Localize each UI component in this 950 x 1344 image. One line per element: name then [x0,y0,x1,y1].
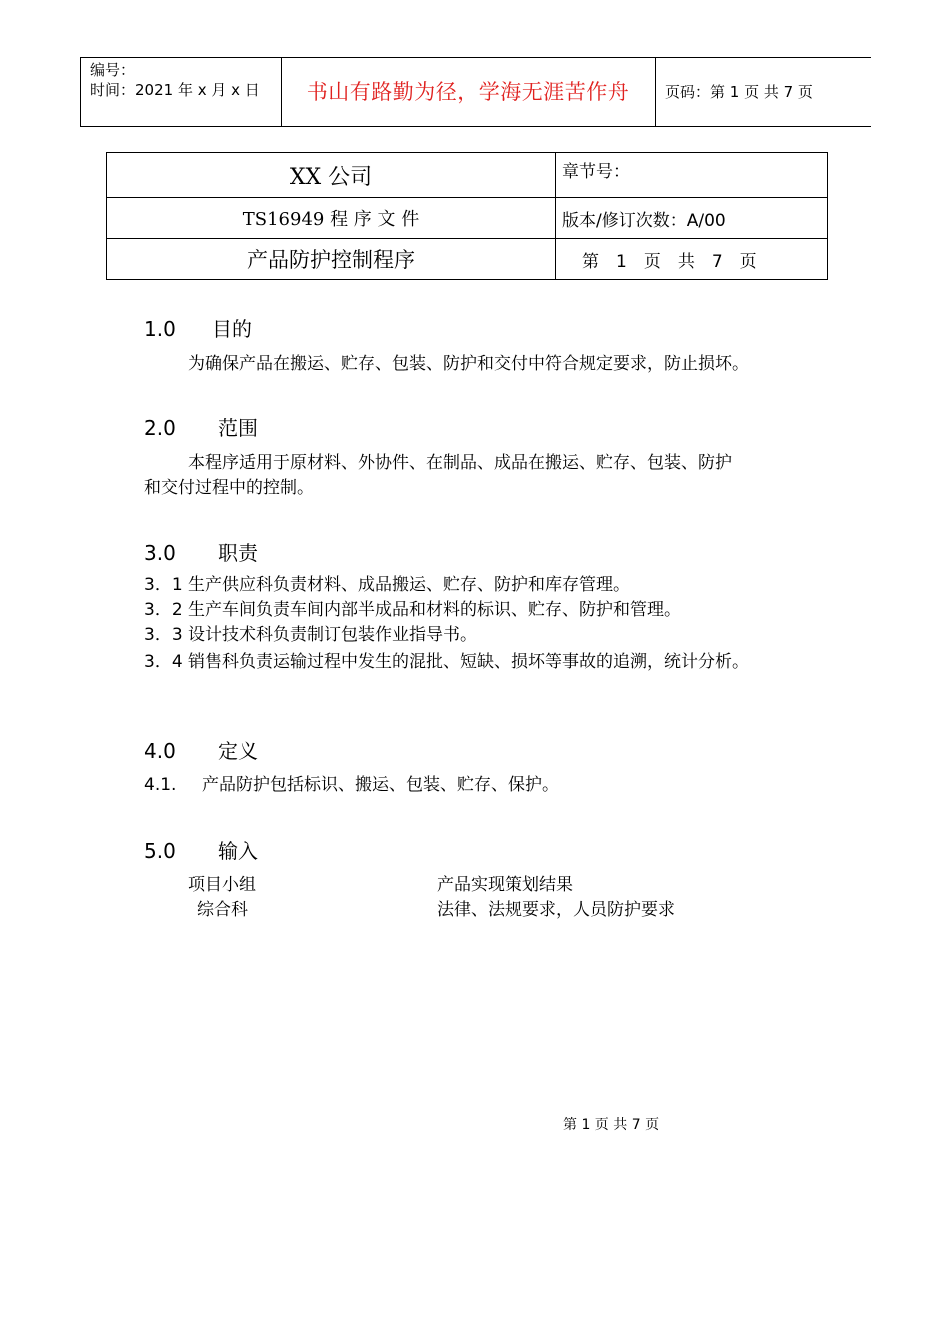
header-meta [90,60,260,100]
section-title: 范围 [218,416,258,440]
section-heading [144,412,258,441]
scope-text-line: 和交付过程中的控制。 [144,478,314,498]
definition-text: 产品防护包括标识、搬运、包装、贮存、保护。 [202,775,559,795]
divider [655,58,656,126]
section-number: 5.0 [144,839,176,863]
header-page-label: 页码：第 1 页 共 7 页 [665,83,813,101]
input-source: 项目小组 [188,875,256,895]
section-heading [144,835,258,864]
table-page-label: 第 1 页 共 7 页 [556,239,828,280]
chapter-label: 章节号： [556,153,828,198]
responsibility-item: 3．1 生产供应科负责材料、成品搬运、贮存、防护和库存管理。 [144,575,631,595]
section-heading [144,313,252,342]
document-info-table [106,152,828,280]
section-title: 输入 [218,839,258,863]
input-content: 法律、法规要求，人员防护要求 [437,900,675,920]
section-number: 1.0 [144,317,176,341]
input-source: 综合科 [197,900,248,920]
procedure-name: 产品防护控制程序 [107,239,556,280]
section-title: 职责 [218,541,258,565]
section-title: 目的 [212,317,252,341]
section-number: 4.0 [144,739,176,763]
page-footer: 第 1 页 共 7 页 [563,1117,660,1133]
definition-item [144,772,559,798]
section-heading [144,735,258,764]
responsibility-item: 3．3 设计技术科负责制订包装作业指导书。 [144,625,478,645]
number-label: 编号： [90,61,136,79]
section-number: 2.0 [144,416,176,440]
section-number: 3.0 [144,541,176,565]
scope-text-line: 本程序适用于原材料、外协件、在制品、成品在搬运、贮存、包装、防护 [188,453,732,473]
responsibility-item: 3．4 销售科负责运输过程中发生的混批、短缺、损坏等事故的追溯，统计分析。 [144,652,750,672]
company-name: XX 公司 [107,153,556,198]
purpose-text: 为确保产品在搬运、贮存、包装、防护和交付中符合规定要求，防止损坏。 [188,354,749,374]
definition-number: 4.1. [144,775,177,795]
section-heading [144,537,258,566]
responsibility-item: 3．2 生产车间负责车间内部半成品和材料的标识、贮存、防护和管理。 [144,600,682,620]
file-type: TS16949 程 序 文 件 [107,198,556,239]
section-title: 定义 [218,739,258,763]
date-label: 时间：2021 年 x 月 x 日 [90,81,260,99]
input-content: 产品实现策划结果 [437,875,573,895]
version-label: 版本/修订次数：A/00 [556,198,828,239]
page-header [80,57,871,127]
motto: 书山有路勤为径，学海无涯苦作舟 [306,80,630,104]
